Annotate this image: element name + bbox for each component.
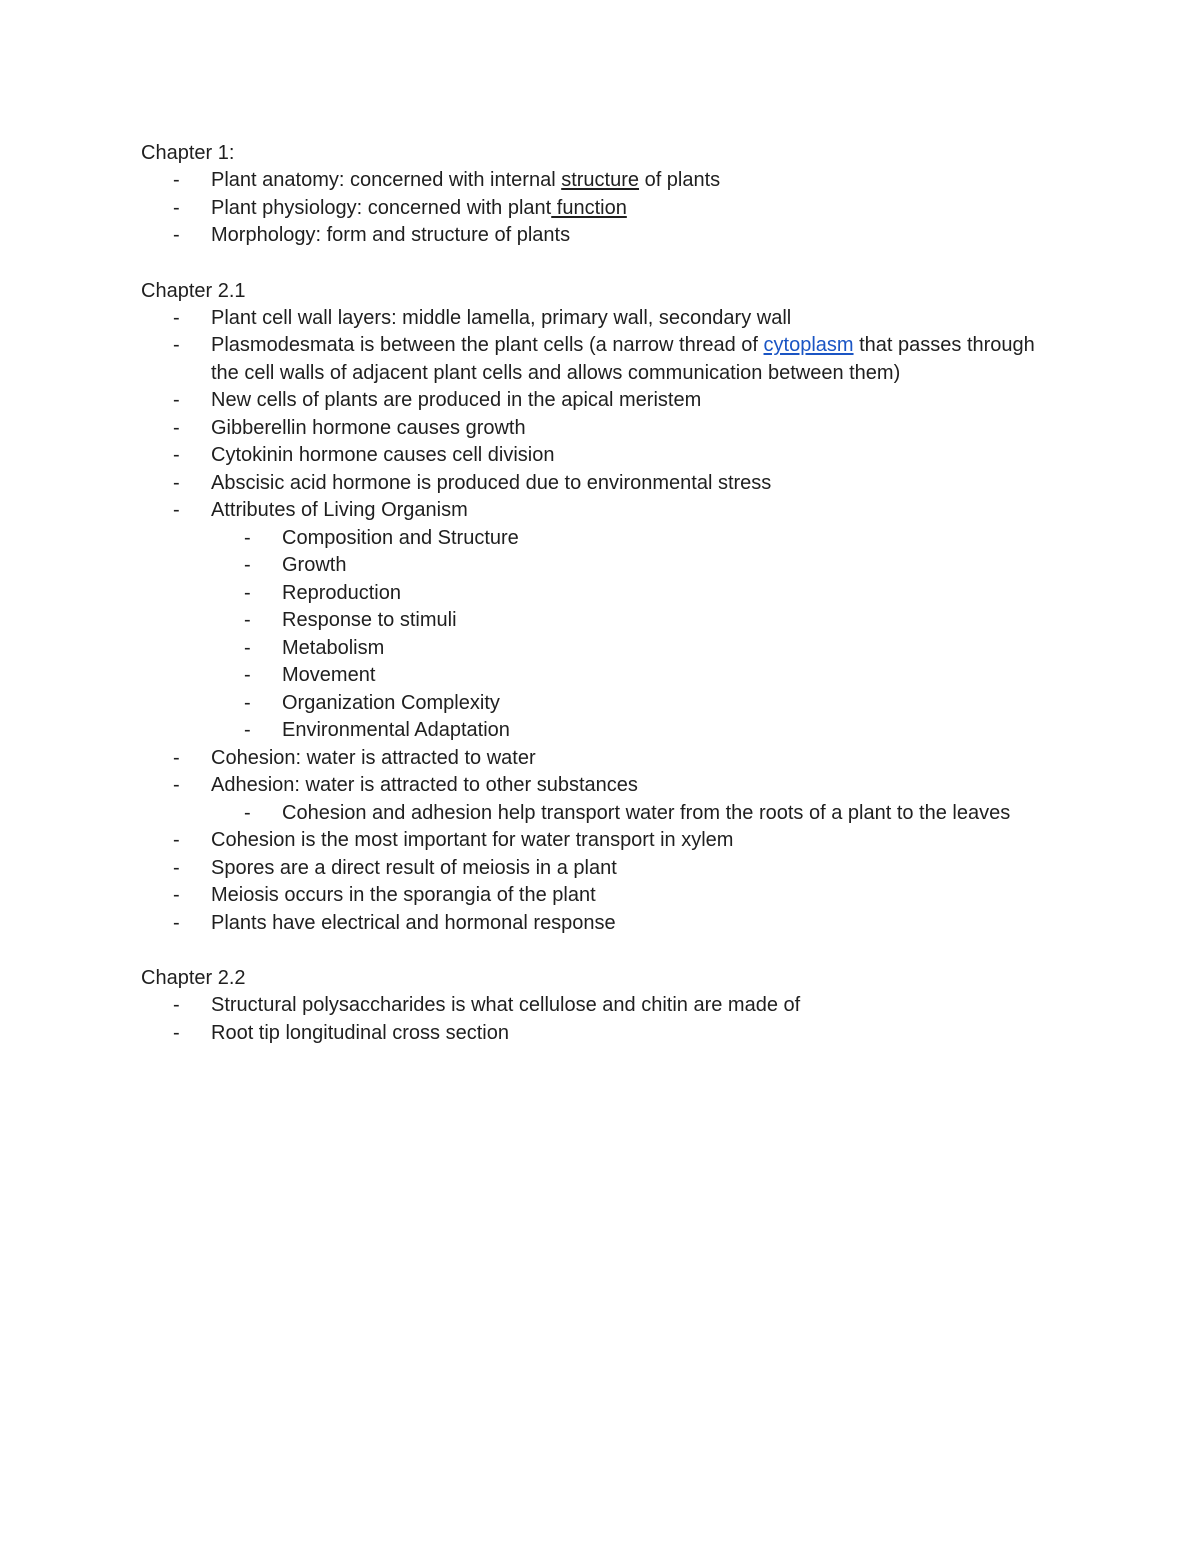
bullet-dash: -	[244, 554, 251, 576]
list-item: - Structural polysaccharides is what cellulose and chitin are made of	[141, 992, 1061, 1020]
list-item: - Plant physiology: concerned with plant function	[141, 195, 1061, 223]
bullet-dash: -	[244, 691, 251, 714]
bullet-dash: -	[173, 499, 180, 521]
list-item: - Cohesion is the most important for water transport in xylem	[141, 827, 1061, 855]
bullet-dash: -	[244, 801, 251, 824]
list-item: - Plant anatomy: concerned with internal structure of plants	[141, 167, 1061, 195]
bullet-dash: -	[173, 444, 180, 466]
sub-list-item: - Environmental Adaptation	[141, 717, 1061, 745]
bullet-dash: -	[173, 829, 180, 851]
sub-list-item: - Response to stimuli	[141, 607, 1061, 635]
bullet-dash: -	[173, 389, 180, 411]
list-item: - Spores are a direct result of meiosis in a plant	[141, 855, 1061, 883]
chapter-heading: Chapter 2.1	[141, 279, 246, 302]
list-item: - Morphology: form and structure of plants	[141, 222, 1061, 250]
list-item: - Gibberellin hormone causes growth	[141, 415, 1061, 443]
sub-list-item: - Metabolism	[141, 635, 1061, 663]
list-item: - Cohesion: water is attracted to water	[141, 745, 1061, 773]
bullet-dash: -	[173, 471, 180, 494]
list-item: - Plant cell wall layers: middle lamella, primary wall, secondary wall	[141, 305, 1061, 333]
bullet-dash: -	[173, 774, 180, 796]
bullet-dash: -	[244, 581, 251, 604]
bullet-dash: -	[173, 416, 180, 439]
bullet-dash: -	[173, 1021, 180, 1044]
bullet-dash: -	[173, 884, 180, 906]
chapter-2-2-section	[141, 964, 1061, 1047]
sub-list-item: - Composition and Structure	[141, 525, 1061, 553]
bullet-dash: -	[244, 636, 251, 659]
bullet-dash: -	[173, 306, 180, 329]
list-item: - Plasmodesmata is between the plant cells (a narrow thread of cytoplasm that passes through the cell walls of adjacent plant cells and allows communication between them)	[173, 334, 1035, 384]
bullet-dash: -	[173, 169, 180, 191]
bullet-dash: -	[244, 526, 251, 549]
bullet-dash: -	[173, 196, 180, 219]
bullet-dash: -	[173, 856, 180, 879]
bullet-dash: -	[244, 664, 251, 686]
bullet-dash: -	[173, 224, 180, 246]
bullet-dash: -	[173, 994, 180, 1016]
document-page	[141, 139, 1061, 1074]
list-item: - Root tip longitudinal cross section	[141, 1020, 1061, 1048]
list-item: - Attributes of Living Organism	[141, 497, 1061, 525]
chapter-heading: Chapter 1:	[141, 142, 235, 164]
list-item: - Meiosis occurs in the sporangia of the plant	[141, 882, 1061, 910]
sub-list-item: - Cohesion and adhesion help transport water from the roots of a plant to the leaves	[141, 800, 1061, 828]
underlined-term: function	[551, 196, 627, 219]
bullet-dash: -	[173, 911, 180, 934]
chapter-1-section	[141, 139, 1061, 250]
bullet-dash: -	[173, 746, 180, 769]
chapter-2-1-section	[141, 277, 1061, 938]
underlined-term: structure	[561, 169, 640, 191]
sub-list-item: - Movement	[141, 662, 1061, 690]
cytoplasm-link[interactable]: cytoplasm	[763, 334, 854, 356]
sub-list-item: - Organization Complexity	[141, 690, 1061, 718]
sub-list-item: - Reproduction	[141, 580, 1061, 608]
list-item: - Adhesion: water is attracted to other substances	[141, 772, 1061, 800]
list-item: - Abscisic acid hormone is produced due to environmental stress	[141, 470, 1061, 498]
bullet-dash: -	[173, 334, 180, 356]
sub-list-item: - Growth	[141, 552, 1061, 580]
list-item: - Plants have electrical and hormonal response	[141, 910, 1061, 938]
bullet-dash: -	[244, 719, 251, 741]
bullet-dash: -	[244, 609, 251, 631]
list-item: - Cytokinin hormone causes cell division	[141, 442, 1061, 470]
chapter-heading: Chapter 2.2	[141, 967, 246, 989]
list-item: - New cells of plants are produced in the apical meristem	[141, 387, 1061, 415]
